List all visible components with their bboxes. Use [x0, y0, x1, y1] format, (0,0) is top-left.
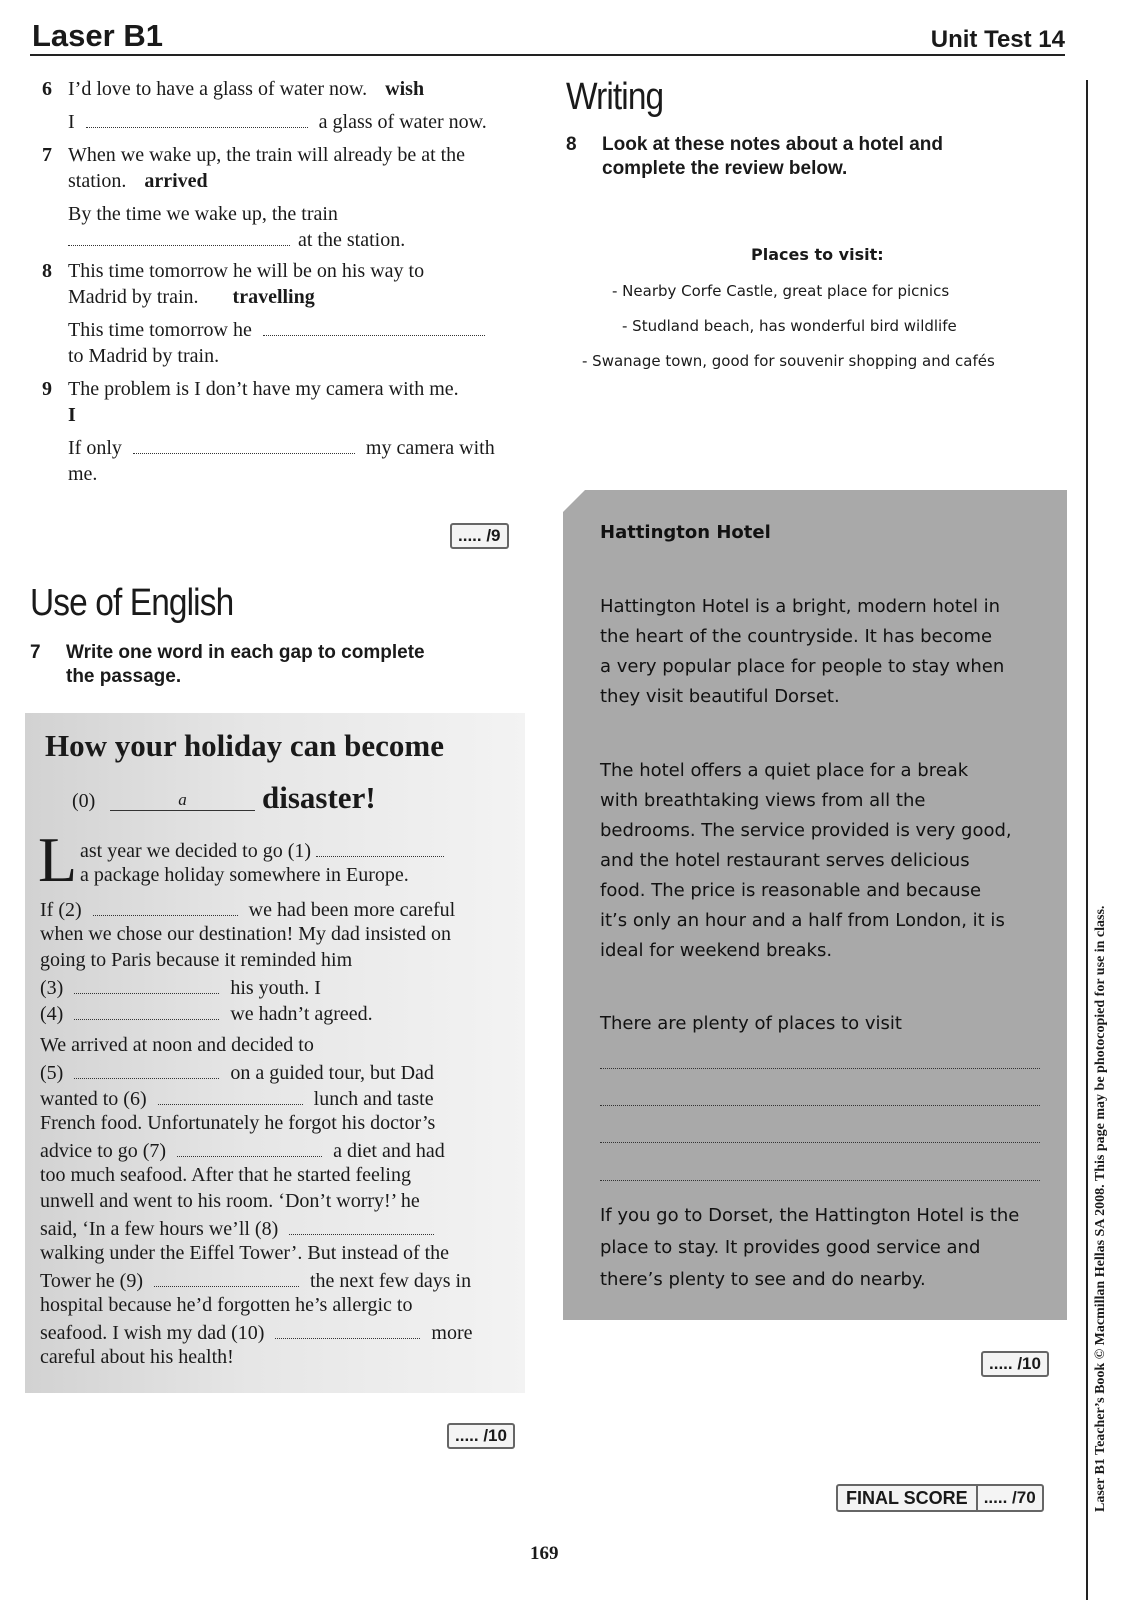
answer-end: a glass of water now. — [318, 111, 487, 133]
page-curl — [563, 490, 585, 512]
gap-4[interactable] — [74, 1001, 219, 1020]
use-of-english-title: Use of English — [30, 582, 234, 624]
review-line: and the hotel restaurant serves delicious — [600, 850, 970, 871]
gap-1[interactable] — [316, 838, 444, 857]
gap-2[interactable] — [93, 897, 238, 916]
review-line: place to stay. It provides good service and — [600, 1237, 981, 1258]
question-sentence: I’d love to have a glass of water now. — [68, 78, 368, 100]
copyright-note: Laser B1 Teacher’s Book © Macmillan Hellas SA 2008. This page may be photocopied for use in class. — [1093, 905, 1108, 1512]
answer-gap[interactable] — [68, 227, 290, 246]
question-sentence: This time tomorrow he will be on his way to — [68, 260, 425, 282]
review-line: they visit beautiful Dorset. — [600, 686, 840, 707]
use-of-english-score[interactable]: ..... /10 — [447, 1423, 515, 1449]
question-number: 7 — [42, 144, 52, 166]
question-keyword: travelling — [232, 286, 315, 308]
review-line: bedrooms. The service provided is very good, — [600, 820, 1012, 841]
passage-line: unwell and went to his room. ‘Don’t worry!’ he — [40, 1190, 420, 1212]
passage-line: (3) his youth. I — [40, 977, 321, 999]
question-keyword: I — [68, 404, 76, 426]
writing-answer-line[interactable] — [600, 1180, 1040, 1181]
notes-title: Places to visit: — [751, 245, 884, 264]
note-item: - Nearby Corfe Castle, great place for picnics — [612, 282, 950, 300]
question-number: 8 — [42, 260, 52, 282]
passage-line: a package holiday somewhere in Europe. — [80, 864, 409, 886]
review-line: it’s only an hour and a half from London, it is — [600, 910, 1005, 931]
passage-line: when we chose our destination! My dad insisted on — [40, 923, 452, 945]
answer-start: I — [68, 111, 75, 133]
gap-10[interactable] — [275, 1320, 420, 1339]
answer-start: This time tomorrow he — [68, 319, 252, 341]
page-number: 169 — [530, 1543, 559, 1564]
writing-title: Writing — [566, 76, 664, 118]
passage-line: walking under the Eiffel Tower’. But instead of the — [40, 1242, 450, 1264]
note-item: - Swanage town, good for souvenir shopping and cafés — [582, 352, 995, 370]
answer-gap[interactable] — [263, 317, 485, 336]
instruction-line-1: Look at these notes about a hotel and — [602, 134, 943, 155]
review-line: If you go to Dorset, the Hattington Hotel is the — [600, 1205, 1020, 1226]
instruction-number: 7 — [30, 642, 41, 663]
passage-line: wanted to (6) lunch and taste — [40, 1088, 434, 1110]
passage-example-number: (0) — [72, 790, 96, 812]
instruction-number: 8 — [566, 134, 577, 155]
gap-8[interactable] — [289, 1216, 434, 1235]
passage-line: If (2) we had been more careful — [40, 899, 456, 921]
passage-line: Tower he (9) the next few days in — [40, 1270, 472, 1292]
passage-title: How your holiday can become — [45, 728, 444, 763]
gap-9[interactable] — [154, 1268, 299, 1287]
question-keyword: arrived — [144, 170, 208, 192]
writing-score[interactable]: ..... /10 — [981, 1351, 1049, 1377]
passage-line: careful about his health! — [40, 1346, 234, 1368]
review-line: Hattington Hotel is a bright, modern hotel in — [600, 596, 1001, 617]
passage-line: seafood. I wish my dad (10) more — [40, 1322, 473, 1344]
instruction-line-2: complete the review below. — [602, 158, 848, 179]
header-divider — [30, 54, 1065, 56]
transformations-score[interactable]: ..... /9 — [450, 523, 509, 549]
review-line: The hotel offers a quiet place for a break — [600, 760, 969, 781]
passage-line: said, ‘In a few hours we’ll (8) — [40, 1216, 434, 1241]
answer-start: If only — [68, 437, 122, 459]
answer-end: at the station. — [298, 229, 406, 251]
question-number: 6 — [42, 78, 52, 100]
answer-start: By the time we wake up, the train — [68, 203, 338, 225]
gap-3[interactable] — [74, 975, 219, 994]
drop-cap: L — [38, 824, 78, 895]
question-sentence: When we wake up, the train will already be at the — [68, 144, 466, 166]
writing-answer-line[interactable] — [600, 1068, 1040, 1069]
question-keyword: wish — [385, 78, 425, 100]
writing-answer-line[interactable] — [600, 1105, 1040, 1106]
passage-line: too much seafood. After that he started feeling — [40, 1164, 411, 1186]
question-number: 9 — [42, 378, 52, 400]
review-line: ideal for weekend breaks. — [600, 940, 833, 961]
review-line: food. The price is reasonable and because — [600, 880, 982, 901]
final-score-value[interactable]: ..... /70 — [983, 1488, 1036, 1507]
answer-end-cont: me. — [68, 463, 98, 485]
passage-line: advice to go (7) a diet and had — [40, 1140, 445, 1162]
passage-line: (5) on a guided tour, but Dad — [40, 1062, 434, 1084]
review-line: with breathtaking views from all the — [600, 790, 926, 811]
review-line: a very popular place for people to stay when — [600, 656, 1005, 677]
side-divider — [1086, 80, 1088, 1600]
passage-example-answer: a — [110, 790, 255, 811]
gap-5[interactable] — [74, 1060, 219, 1079]
answer-gap[interactable] — [133, 435, 355, 454]
final-score-label: FINAL SCORE — [838, 1486, 978, 1510]
review-line: there’s plenty to see and do nearby. — [600, 1269, 926, 1290]
passage-line: going to Paris because it reminded him — [40, 949, 353, 971]
answer-gap[interactable] — [86, 109, 308, 128]
question-sentence-cont: Madrid by train. — [68, 286, 199, 308]
passage-line: ast year we decided to go (1) — [80, 838, 444, 863]
passage-line: French food. Unfortunately he forgot his doctor’s — [40, 1112, 436, 1134]
unit-title: Unit Test 14 — [930, 26, 1065, 53]
instruction-line-2: the passage. — [66, 666, 182, 687]
answer-end: my camera with — [365, 437, 495, 459]
passage-line: We arrived at noon and decided to — [40, 1034, 314, 1056]
passage-line: (4) we hadn’t agreed. — [40, 1003, 373, 1025]
passage-line: hospital because he’d forgotten he’s allergic to — [40, 1294, 413, 1316]
review-line: There are plenty of places to visit — [600, 1013, 902, 1034]
writing-answer-line[interactable] — [600, 1142, 1040, 1143]
review-line: the heart of the countryside. It has become — [600, 626, 993, 647]
gap-6[interactable] — [158, 1086, 303, 1105]
review-title: Hattington Hotel — [600, 522, 771, 543]
writing-instruction — [566, 133, 1056, 183]
note-item: - Studland beach, has wonderful bird wildlife — [622, 317, 957, 335]
use-of-english-instruction — [30, 641, 530, 691]
book-title: Laser B1 — [32, 18, 163, 53]
question-sentence-cont: station. — [68, 170, 127, 192]
answer-end: to Madrid by train. — [68, 345, 220, 367]
question-sentence: The problem is I don’t have my camera with me. — [68, 378, 459, 400]
final-score-box — [836, 1484, 1044, 1512]
passage-title-end: disaster! — [262, 780, 376, 815]
gap-7[interactable] — [177, 1138, 322, 1157]
instruction-line-1: Write one word in each gap to complete — [66, 642, 425, 663]
